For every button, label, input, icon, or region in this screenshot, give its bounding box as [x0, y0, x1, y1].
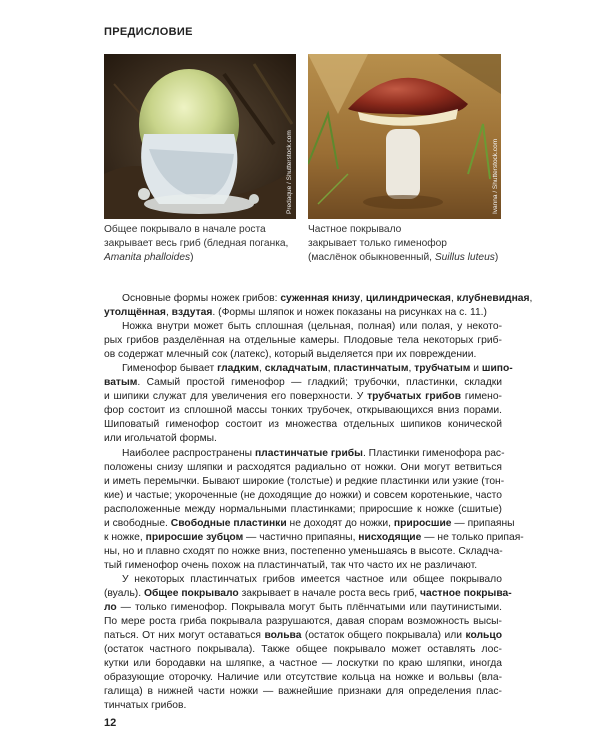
bold-term: пластинчатые грибы	[254, 447, 363, 459]
caption-end: )	[494, 252, 499, 263]
bold-term: ватым	[104, 377, 138, 389]
running-header: ПРЕДИСЛОВИЕ	[104, 26, 193, 38]
photo-slippery-jack	[308, 54, 501, 219]
paragraph	[104, 362, 513, 446]
caption-line: Общее покрывало в начале роста	[104, 224, 266, 235]
bold-term: кольцо	[465, 630, 502, 642]
page-number: 12	[104, 717, 117, 729]
text-line: расположенные между нормальными пластинками; приросшие к ножке (сшитые)	[104, 503, 502, 515]
caption-slippery-jack	[308, 223, 503, 265]
paragraph	[104, 292, 533, 320]
paragraph	[104, 447, 524, 573]
bold-term: Общее покрывало	[143, 587, 239, 599]
bold-term: ло	[104, 602, 117, 614]
caption-line: закрывает весь гриб (бледная поганка,	[104, 238, 289, 249]
text-line: образующие оторочку. Наличие или отсутствие кольца на ножке и вольвы (вла-	[104, 672, 502, 684]
text-line: ны, но и плавно сходят по ножке вниз, постепенно уменьшаясь в высоте. Складча-	[104, 545, 503, 557]
latin-name: Amanita phalloides	[104, 252, 191, 263]
text-line: галища) в нижней части ножки — важнейшие признаки для определения плас-	[104, 686, 502, 698]
bold-term: гладким	[217, 363, 260, 375]
photo-credit: Predaque / Shutterstock.com	[286, 130, 293, 214]
bold-term: вздутая	[171, 307, 213, 319]
text-line: паться. От них могут оставаться вольва (остаток общего покрывала) или кольцо	[104, 630, 502, 642]
bold-term: клубневидная	[456, 293, 530, 304]
text-line: и иметь перемычки. Бывают широкие (толстые) и редкие пластинки или узкие (тон-	[104, 475, 505, 487]
latin-name: Suillus luteus	[434, 252, 495, 263]
paragraph	[104, 320, 502, 362]
text-line: кие) и частые; укороченные (не доходящие до ножки) и совсем коротенькие, часто	[104, 489, 502, 501]
caption-death-cap	[104, 223, 299, 265]
text-line: Наиболее распространены пластинчатые грибы. Пластинки гименофора рас-	[122, 447, 505, 459]
text-line: тый гименофор очень похож на пластинчатый, так что часто их не различают.	[104, 559, 478, 571]
slippery-jack-image	[308, 54, 501, 219]
text-line: У некоторых пластинчатых грибов имеется частное или общее покрывало	[122, 573, 502, 585]
bold-term: шипо-	[481, 363, 513, 375]
text-line: ло — только гименофор. Покрывала могут быть плёнчатыми или паутинистыми.	[104, 602, 502, 614]
bold-term: трубчатым	[414, 363, 471, 375]
text-line: (остаток частного покрывала). Также общее покрывало может оставлять лос-	[104, 644, 502, 656]
text-line: положены снизу шляпки и расходятся радиально от ножки. Они могут ветвиться	[104, 461, 502, 473]
text-line: кутки или бородавки на шляпке, а частное — лоскутки по краю шляпки, иногда	[104, 658, 502, 670]
bold-term: суженная книзу	[280, 293, 361, 304]
caption-end: )	[190, 252, 194, 263]
bold-term: приросшие зубцом	[145, 531, 244, 543]
caption-line: закрывает только гименофор	[308, 238, 447, 249]
text-line: Основные формы ножек грибов: суженная книзу, цилиндрическая, клубневидная,	[122, 293, 533, 304]
body-text	[104, 292, 533, 713]
bold-term: трубчатых грибов	[367, 391, 462, 403]
bold-term: пластинчатым	[333, 363, 409, 375]
text-line: фор состоит из сплошной массы тонких трубочек, открывающихся вниз порами.	[104, 405, 502, 417]
bold-term: приросшие	[393, 517, 452, 529]
text-line: к ножке, приросшие зубцом — частично припаяны, нисходящие — не только припая-	[104, 531, 524, 543]
text-line: утолщённая, вздутая. (Формы шляпок и ножек показаны на рисунках на с. 11.)	[104, 307, 487, 319]
caption-line	[308, 251, 503, 265]
bold-term: Свободные пластинки	[170, 517, 287, 529]
death-cap-image	[104, 54, 296, 219]
bold-term: нисходящие	[358, 531, 422, 543]
text-line: ов содержат млечный сок (латекс), который выделяется при их повреждении.	[104, 349, 477, 361]
text-line: или игольчатой формы.	[104, 433, 217, 445]
text-line: Ножка внутри может быть сплошная (цельная, полная) или полая, у некото-	[122, 321, 502, 333]
photo-death-cap	[104, 54, 296, 219]
text-line: Шиповатый гименофор состоит из множества отдельных шипиков конической	[104, 419, 502, 431]
text-line: рых грибов разделённая на отдельные камеры. Плодовые тела некоторых гриб-	[104, 335, 502, 347]
text-line: ватым. Самый простой гименофор — гладкий; трубочки, пластинки, складки	[104, 377, 502, 389]
bold-term: цилиндрическая	[365, 293, 451, 304]
caption-pre: (маслёнок обыкновенный,	[308, 252, 435, 263]
text-line: Гименофор бывает гладким, складчатым, пластинчатым, трубчатым и шипо-	[122, 363, 513, 375]
photo-credit: Ivanna / Shutterstock.com	[492, 138, 499, 214]
text-line: (вуаль). Общее покрывало закрывает в начале роста весь гриб, частное покрыва-	[104, 587, 512, 599]
caption-line: Частное покрывало	[308, 224, 402, 235]
text-line: По мере роста гриба покрывала разрушаются, давая спорам возможность высы-	[104, 616, 502, 628]
bold-term: вольва	[264, 630, 302, 642]
text-line: и шипики служат для увеличения его поверхности. У трубчатых грибов гимено-	[104, 391, 502, 403]
caption-line	[104, 251, 299, 265]
bold-term: частное покрыва-	[420, 587, 512, 599]
paragraph	[104, 573, 512, 713]
text-line: и свободные. Свободные пластинки не доходят до ножки, приросшие — припаяны	[104, 517, 515, 529]
bold-term: складчатым	[264, 363, 328, 375]
text-line: тинчатых грибов.	[104, 700, 187, 712]
bold-term: утолщённая	[104, 307, 166, 319]
